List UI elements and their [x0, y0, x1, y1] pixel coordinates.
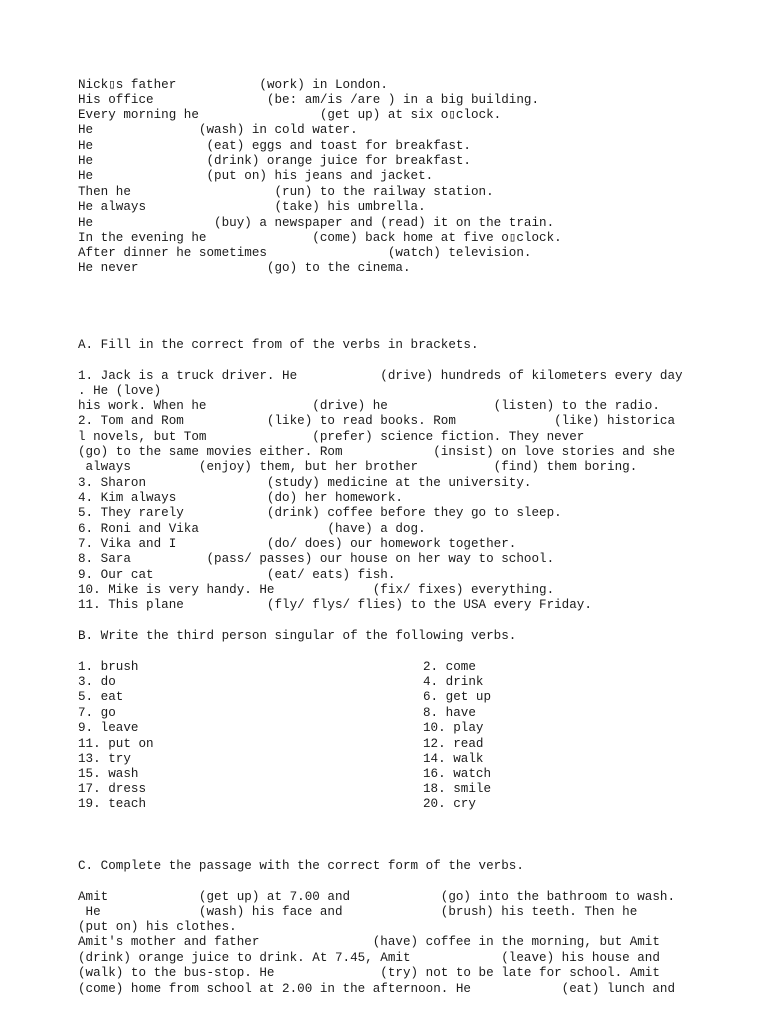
verb-item: 14. walk — [423, 752, 484, 766]
section-a-line: l novels, but Tom (prefer) science fiction. They never — [78, 430, 585, 444]
section-a-line: 1. Jack is a truck driver. He (drive) hundreds of kilometers every day — [78, 369, 683, 383]
intro-line: After dinner he sometimes (watch) television. — [78, 246, 532, 260]
verb-item: 9. leave — [78, 721, 139, 735]
section-c-heading: C. Complete the passage with the correct form of the verbs. — [78, 859, 524, 873]
verb-item: 6. get up — [423, 690, 492, 704]
verb-item: 11. put on — [78, 737, 154, 751]
section-c-line: He (wash) his face and (brush) his teeth. Then he — [78, 905, 638, 919]
intro-line: He (put on) his jeans and jacket. — [78, 169, 434, 183]
section-a-line: (go) to the same movies either. Rom (insist) on love stories and she — [78, 445, 676, 459]
section-c-line: (put on) his clothes. — [78, 920, 237, 934]
verb-item: 16. watch — [423, 767, 492, 781]
intro-line: He (drink) orange juice for breakfast. — [78, 154, 471, 168]
verb-item: 5. eat — [78, 690, 124, 704]
section-a-line: 4. Kim always (do) her homework. — [78, 491, 403, 505]
verb-item: 7. go — [78, 706, 116, 720]
section-a-line: 6. Roni and Vika (have) a dog. — [78, 522, 426, 536]
verb-item: 13. try — [78, 752, 131, 766]
section-a-line: . He (love) — [78, 384, 162, 398]
intro-line: He never (go) to the cinema. — [78, 261, 411, 275]
verb-item: 12. read — [423, 737, 484, 751]
verb-item: 10. play — [423, 721, 484, 735]
section-a-line: 2. Tom and Rom (like) to read books. Rom (like) historica — [78, 414, 676, 428]
verb-item: 3. do — [78, 675, 116, 689]
intro-line: Nick▯s father (work) in London. — [78, 78, 388, 92]
intro-line: He (eat) eggs and toast for breakfast. — [78, 139, 471, 153]
section-b-heading: B. Write the third person singular of the following verbs. — [78, 629, 517, 643]
verb-item: 1. brush — [78, 660, 139, 674]
verb-item: 15. wash — [78, 767, 139, 781]
intro-line: He always (take) his umbrella. — [78, 200, 426, 214]
section-a-line: 9. Our cat (eat/ eats) fish. — [78, 568, 396, 582]
intro-line: Then he (run) to the railway station. — [78, 185, 494, 199]
section-a-line: 3. Sharon (study) medicine at the university. — [78, 476, 532, 490]
intro-line: In the evening he (come) back home at five o▯clock. — [78, 231, 562, 245]
section-c-line: (drink) orange juice to drink. At 7.45, Amit (leave) his house and — [78, 951, 660, 965]
section-a-line: 10. Mike is very handy. He (fix/ fixes) everything. — [78, 583, 555, 597]
section-a-line: always (enjoy) them, but her brother (find) them boring. — [78, 460, 638, 474]
section-c-line: Amit's mother and father (have) coffee in the morning, but Amit — [78, 935, 660, 949]
verb-item: 20. cry — [423, 797, 476, 811]
section-a-line: his work. When he (drive) he (listen) to the radio. — [78, 399, 660, 413]
section-a-heading: A. Fill in the correct from of the verbs in brackets. — [78, 338, 479, 352]
section-c-line: Amit (get up) at 7.00 and (go) into the bathroom to wash. — [78, 890, 676, 904]
section-a-line: 5. They rarely (drink) coffee before they go to sleep. — [78, 506, 562, 520]
intro-line: His office (be: am/is /are ) in a big building. — [78, 93, 540, 107]
section-a-line: 8. Sara (pass/ passes) our house on her way to school. — [78, 552, 555, 566]
section-c-line: (come) home from school at 2.00 in the afternoon. He (eat) lunch and — [78, 982, 676, 996]
verb-item: 2. come — [423, 660, 476, 674]
verb-item: 18. smile — [423, 782, 492, 796]
verb-item: 8. have — [423, 706, 476, 720]
intro-line: He (wash) in cold water. — [78, 123, 358, 137]
verb-item: 19. teach — [78, 797, 147, 811]
intro-line: He (buy) a newspaper and (read) it on the train. — [78, 216, 555, 230]
section-a-line: 7. Vika and I (do/ does) our homework together. — [78, 537, 517, 551]
section-a-line: 11. This plane (fly/ flys/ flies) to the USA every Friday. — [78, 598, 592, 612]
intro-line: Every morning he (get up) at six o▯clock. — [78, 108, 502, 122]
section-c-line: (walk) to the bus-stop. He (try) not to be late for school. Amit — [78, 966, 660, 980]
verb-item: 4. drink — [423, 675, 484, 689]
verb-item: 17. dress — [78, 782, 147, 796]
